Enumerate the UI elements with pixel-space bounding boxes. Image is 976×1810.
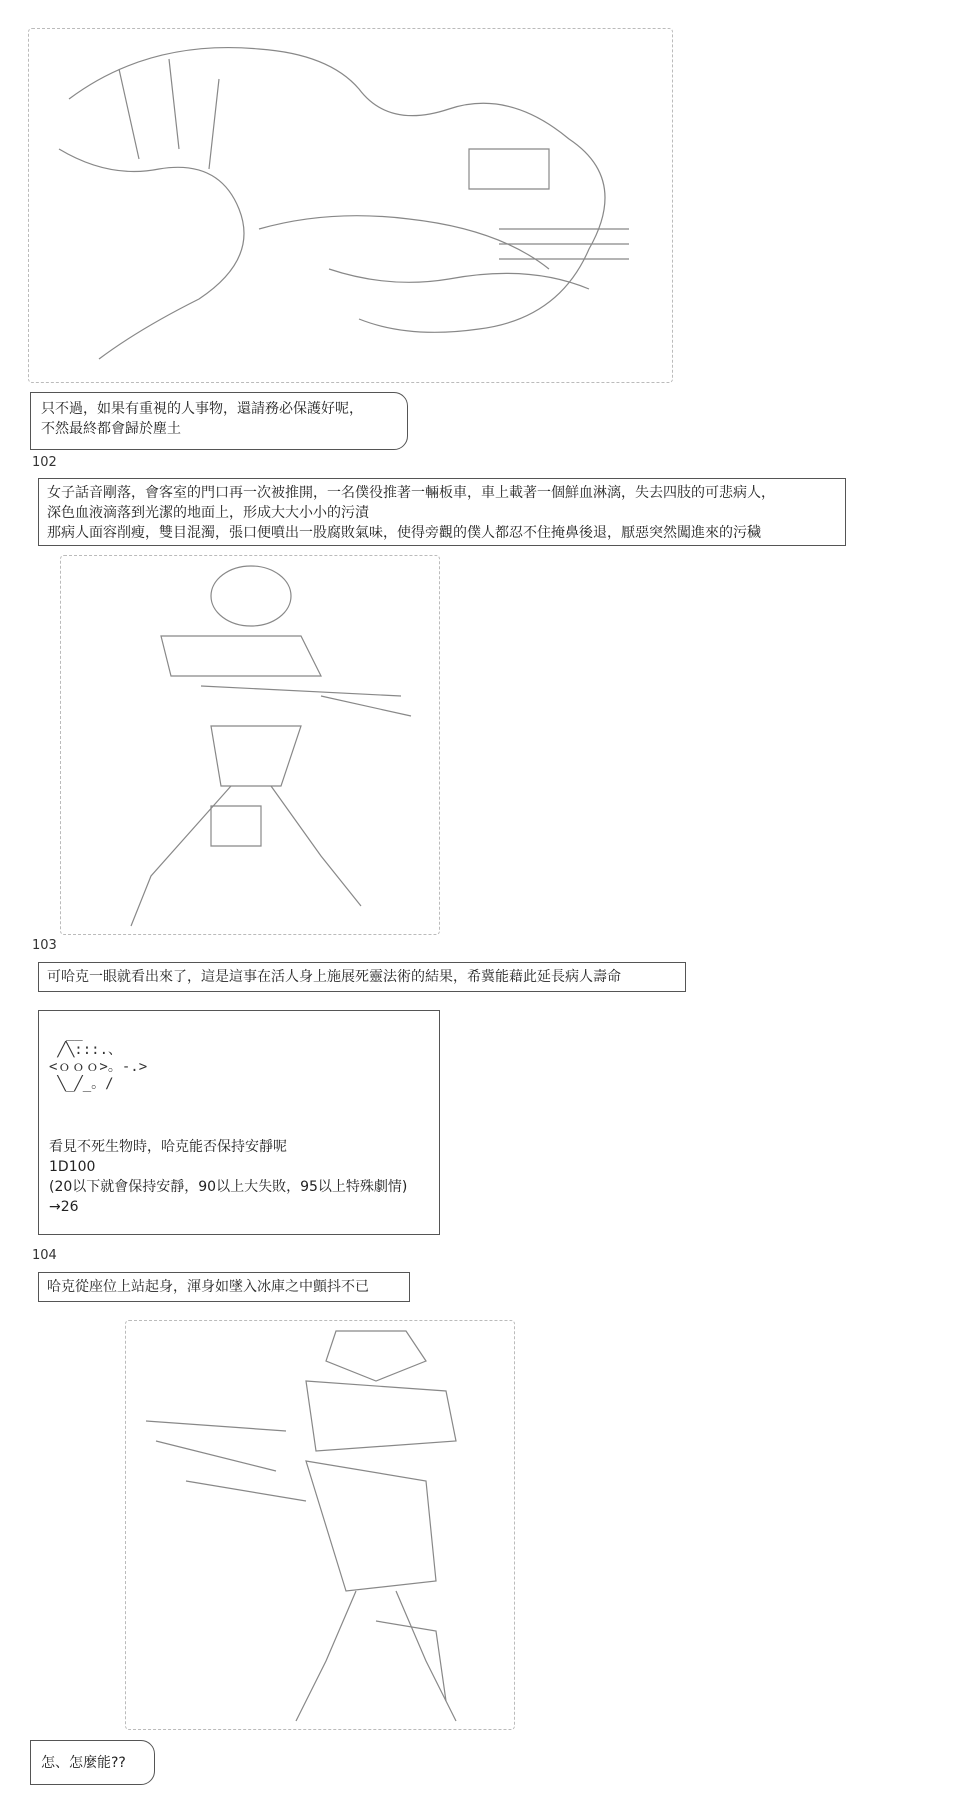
speech-bubble-104 — [30, 1740, 155, 1785]
panel-number-102: 102 — [32, 455, 57, 470]
emote-sticker: __ ╱╲:::.、 <ｏｏｏ>。-.> ╲_╱_。/ — [49, 1025, 148, 1092]
speech-line: 只不過，如果有重視的人事物，還請務必保護好呢， — [41, 401, 363, 417]
narration-line: 那病人面容削瘦，雙目混濁，張口便噴出一股腐敗氣味，使得旁觀的僕人都忍不住掩鼻後退，厭惡突然闖進來的污穢 — [47, 525, 761, 541]
narration-line: 深色血液滴落到光潔的地面上，形成大大小小的污漬 — [47, 505, 369, 521]
narration-line: 可哈克一眼就看出來了，這是這事在活人身上施展死靈法術的結果，希冀能藉此延長病人壽命 — [47, 969, 621, 985]
aa-art-servant — [60, 555, 440, 935]
dice-roll-box — [38, 1010, 440, 1235]
speech-line: 不然最終都會歸於塵土 — [41, 421, 181, 437]
narration-box-104 — [38, 1272, 410, 1302]
panel-number-103: 103 — [32, 938, 57, 953]
speech-line: 怎、怎麼能?? — [41, 1755, 126, 1771]
panel-number-104: 104 — [32, 1248, 57, 1263]
narration-box-103 — [38, 962, 686, 992]
servant-drawing — [61, 556, 441, 936]
aa-art-hark — [125, 1320, 515, 1730]
narration-box-1 — [38, 478, 846, 546]
aa-art-creature — [28, 28, 673, 383]
dice-rule: (20以下就會保持安靜，90以上大失敗，95以上特殊劇情) — [49, 1179, 408, 1195]
creature-drawing — [29, 29, 674, 384]
narration-line: 哈克從座位上站起身，渾身如墜入冰庫之中顫抖不已 — [47, 1279, 369, 1295]
speech-bubble-102 — [30, 392, 408, 450]
narration-line: 女子話音剛落，會客室的門口再一次被推開，一名僕役推著一輛板車，車上載著一個鮮血淋漓，失去四肢的可悲病人， — [47, 485, 775, 501]
dice-result: →26 — [49, 1199, 79, 1215]
dice-type: 1D100 — [49, 1159, 96, 1175]
hark-drawing — [126, 1321, 516, 1731]
dice-question: 看見不死生物時，哈克能否保持安靜呢 — [49, 1139, 287, 1155]
